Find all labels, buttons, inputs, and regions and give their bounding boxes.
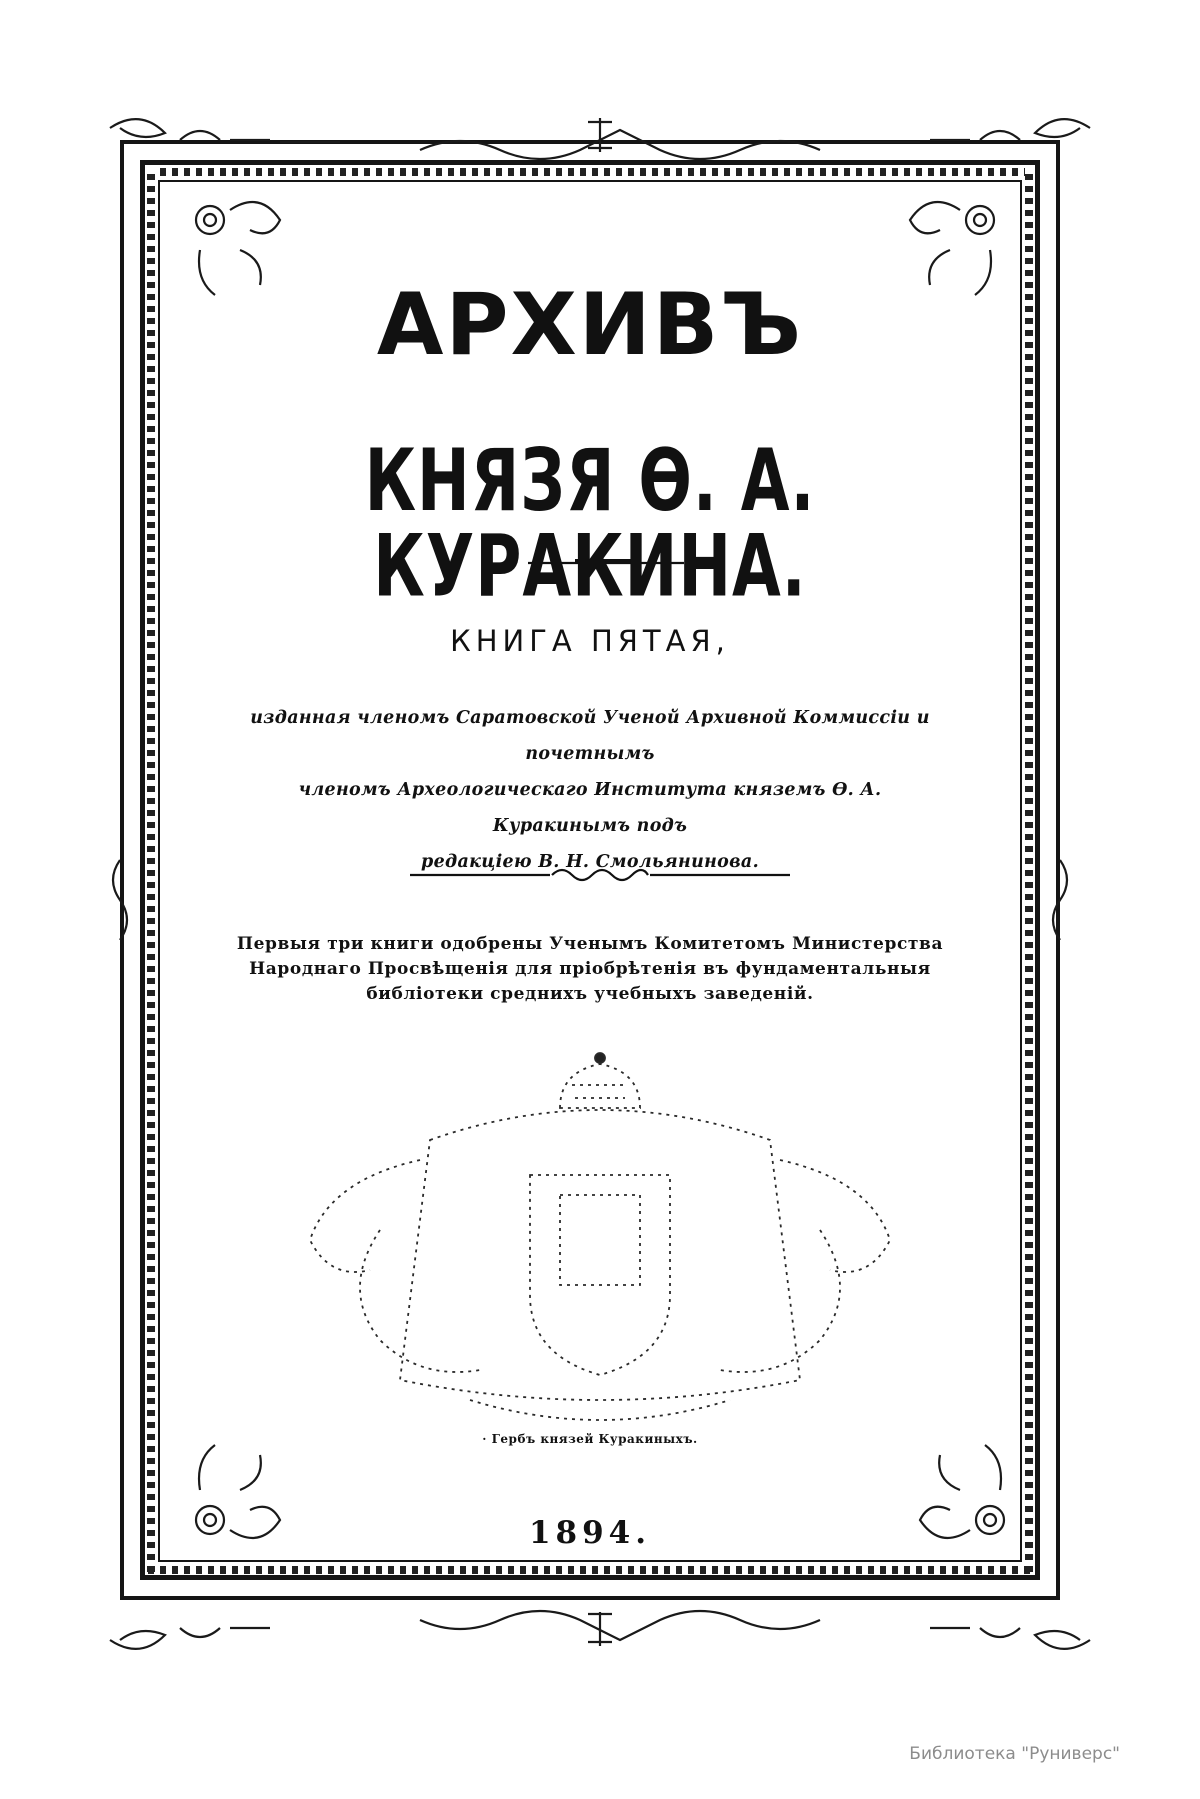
coat-of-arms xyxy=(310,1053,890,1420)
subtitle: КНЯЗЯ Ѳ. А. КУРАКИНА. xyxy=(364,430,816,617)
top-flourish xyxy=(420,130,820,159)
approval-line: библіотеки среднихъ учебныхъ заведеній. xyxy=(366,984,814,1004)
corner-rosette-top-right xyxy=(966,206,994,234)
publisher-line: членомъ Археологическаго Института княземъ Ѳ. А. Куракинымъ подъ xyxy=(298,780,882,836)
publisher-note xyxy=(250,700,930,880)
bottom-flourish xyxy=(420,1611,820,1640)
corner-rosette-top-left xyxy=(196,206,224,234)
library-watermark: Библиотека "Руниверс" xyxy=(909,1744,1120,1764)
publisher-line: изданная членомъ Саратовской Ученой Архивной Коммиссіи и почетнымъ xyxy=(250,708,930,764)
title: АРХИВЪ xyxy=(376,275,804,375)
coat-of-arms-caption: · Гербъ князей Куракиныхъ. xyxy=(482,1432,698,1446)
publisher-line: редакціею В. Н. Смольянинова. xyxy=(421,852,759,872)
publication-year: 1894. xyxy=(528,1515,652,1551)
approval-line: Первыя три книги одобрены Ученымъ Комитетомъ Министерства xyxy=(236,934,944,954)
approval-line: Народнаго Просвѣщенія для пріобрѣтенія въ фундаментальныя xyxy=(249,959,931,979)
approval-note xyxy=(210,932,970,1007)
book-number: КНИГА ПЯТАЯ, xyxy=(450,624,730,658)
